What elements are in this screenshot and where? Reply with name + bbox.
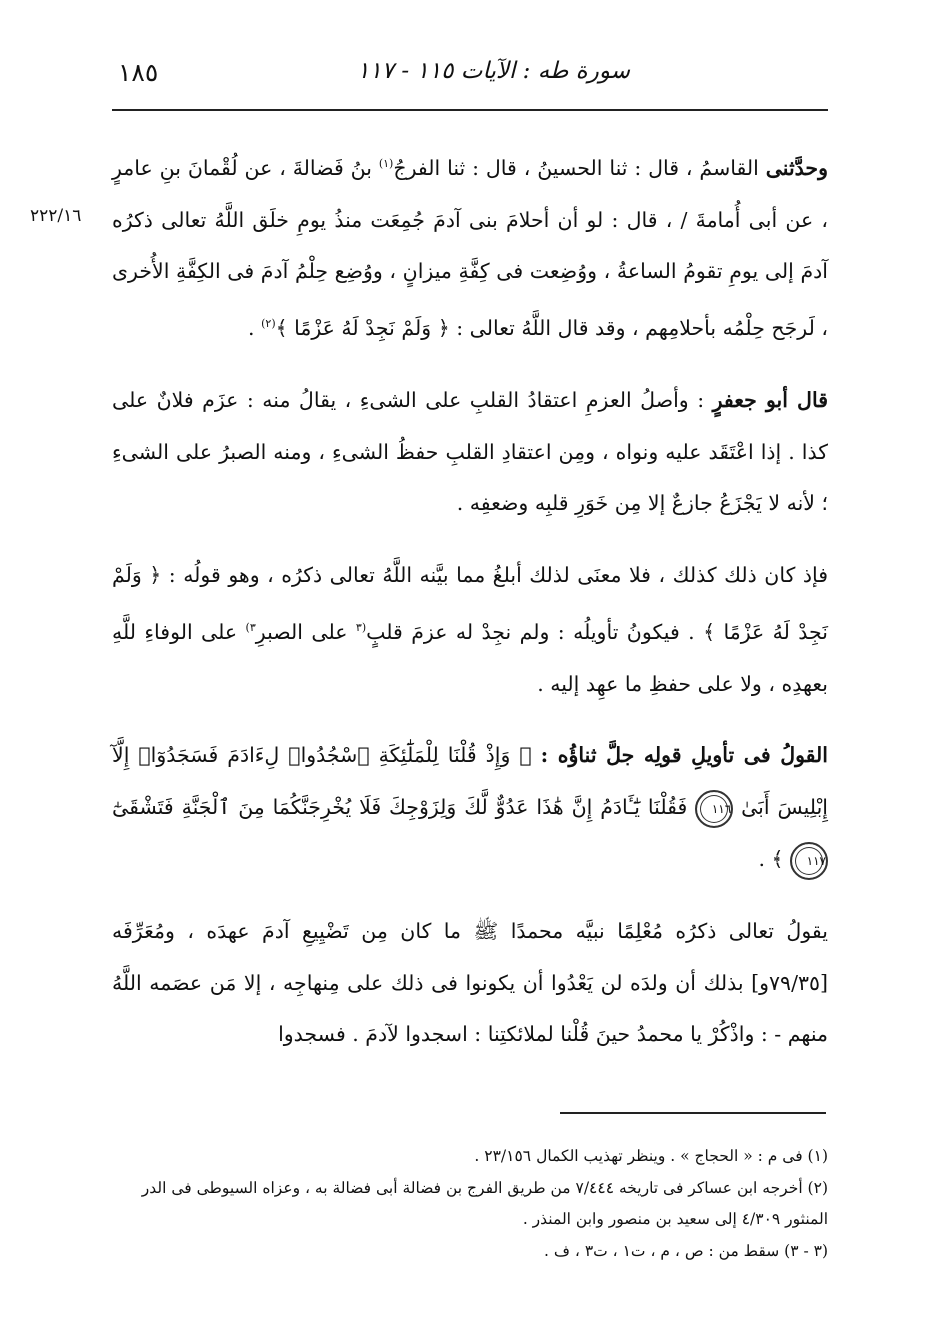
paragraph-4-quran-heading xyxy=(112,730,828,885)
paragraph-text: فإذ كان ذلك كذلك ، فلا معنَى لذلك أبلغُ مما بيَّنه اللَّهُ تعالى ذكرُه ، وهو قولُه : ﴿ وَلَمْ نَجِدْ لَهُ عَزْمًا ﴾ . فيكونُ تأويلُه : ولم نجِدْ له عزمَ قلبٍ xyxy=(112,563,828,644)
footnote-rule xyxy=(560,1112,826,1114)
paragraph-text: على الصبرِ xyxy=(255,619,356,644)
footnote: (٣ - ٣) سقط من : ص ، م ، ت١ ، ت٣ ، ف . xyxy=(544,1241,828,1260)
paragraph-text: على الوفاءِ للَّهِ بعهدِه ، ولا على حفظِ ما عهِد إليه . xyxy=(112,619,828,696)
footnote: (٢) أخرجه ابن عساكر فى تاريخه ٧/٤٤٤ من طريق الفرج بن فضالة أبى فضالة به ، وعزاه السيوطى فى الدر المنثور ٤/٣٠٩ إلى سعيد بن منصور وابن المنذر . xyxy=(141,1178,828,1228)
paragraph-5 xyxy=(112,906,828,1061)
paragraph-3 xyxy=(112,550,828,710)
verse-number-mark: ١١٧ xyxy=(790,842,828,880)
margin-reference: ٢٢٢/١٦ xyxy=(30,206,82,226)
paragraph-text: بنُ فَضالةَ ، عن لُقْمانَ بنِ عامرٍ ، عن أبى أُمامةَ / ، قال : لو أن أحلامَ بنى آدمَ جُمِعَت منذُ يومِ خلَق اللَّهُ تعالى ذكرُه آدمَ إلى يومِ تقومُ الساعةُ ، ووُضِعت فى كِفَّةِ ميزانٍ ، ووُضِع حِلْمُ آدمَ فى الكِفَّةِ الأُخرى ، لَرجَح حِلْمُه بأحلامِهم ، وقد قال اللَّهُ تعالى : ﴿ وَلَمْ نَجِدْ لَهُ عَزْمًا ﴾ xyxy=(112,155,828,341)
footnotes xyxy=(112,1141,828,1267)
footnote-marker: ٣) xyxy=(245,621,256,635)
paragraph-lead: القولُ فى تأويلِ قولِه جلَّ ثناؤُه : xyxy=(540,743,828,768)
quran-closing: ﴾ . xyxy=(758,847,790,872)
paragraph-lead: قال أبو جعفرٍ xyxy=(712,387,828,412)
footnote-marker: (١) xyxy=(378,157,394,170)
quran-text: فَقُلْنَا يَٰٓـَٔادَمُ إِنَّ هَٰذَا عَدُوٌّ لَّكَ وَلِزَوْجِكَ فَلَا يُخْرِجَنَّكُمَا مِنَ ٱلْجَنَّةِ فَتَشْقَىٰٓ xyxy=(112,795,696,820)
paragraph-1 xyxy=(112,138,828,355)
quran-text: ﴿ وَإِذْ قُلْنَا لِلْمَلَٰٓئِكَةِ ٱسْجُدُوا۟ لِءَادَمَ فَسَجَدُوٓا۟ إِلَّآ إِبْلِيسَ أَبَىٰ xyxy=(112,743,828,820)
page-number: ١٨٥ xyxy=(118,58,159,87)
body-text xyxy=(112,138,828,1081)
paragraph-text: : وأصلُ العزمِ اعتقادُ القلبِ على الشىءِ ، يقالُ منه : عزَم فلانٌ على كذا . إذا اعْتَقَد عليه ونواه ، ومِن اعتقادِ القلبِ حفظُ الشىءِ ، ومنه الصبرُ على الشىءِ ؛ لأنه لا يَجْزَعُ جازعٌ إلا مِن خَوَرِ قلبِه وضعفِه . xyxy=(112,387,828,516)
paragraph-text: يقولُ تعالى ذكرُه مُعْلِمًا نبيَّه محمدًا ﷺ ما كان مِن تَضْيِيعِ آدمَ عهدَه ، ومُعَرِّفَه [٧٩/٣٥و] بذلك أن ولدَه لن يَعْدُوا أن يكونوا فى ذلك على مِنهاجِه ، إلا مَن عصَمه اللَّهُ منهم - : واذْكُرْ يا محمدُ حينَ قُلْنا لملائكتِنا : اسجدوا لآدمَ . فسجدوا xyxy=(112,918,828,1047)
paragraph-2 xyxy=(112,375,828,530)
running-title: سورة طه : الآيات ١١٥ - ١١٧ xyxy=(356,58,630,84)
header-rule xyxy=(112,109,828,111)
footnote-marker: (٢) xyxy=(261,317,276,331)
footnote: (١) فى م : « الحجاج » . وينظر تهذيب الكمال ٢٣/١٥٦ . xyxy=(474,1147,828,1165)
paragraph-lead: وحدَّثنى xyxy=(765,155,828,180)
paragraph-text: . xyxy=(248,316,262,341)
verse-number-mark: ١١٦ xyxy=(695,790,733,828)
paragraph-text: القاسمُ ، قال : ثنا الحسينُ ، قال : ثنا الفرجُ xyxy=(393,155,766,180)
footnote-marker: (٣ xyxy=(355,621,367,635)
